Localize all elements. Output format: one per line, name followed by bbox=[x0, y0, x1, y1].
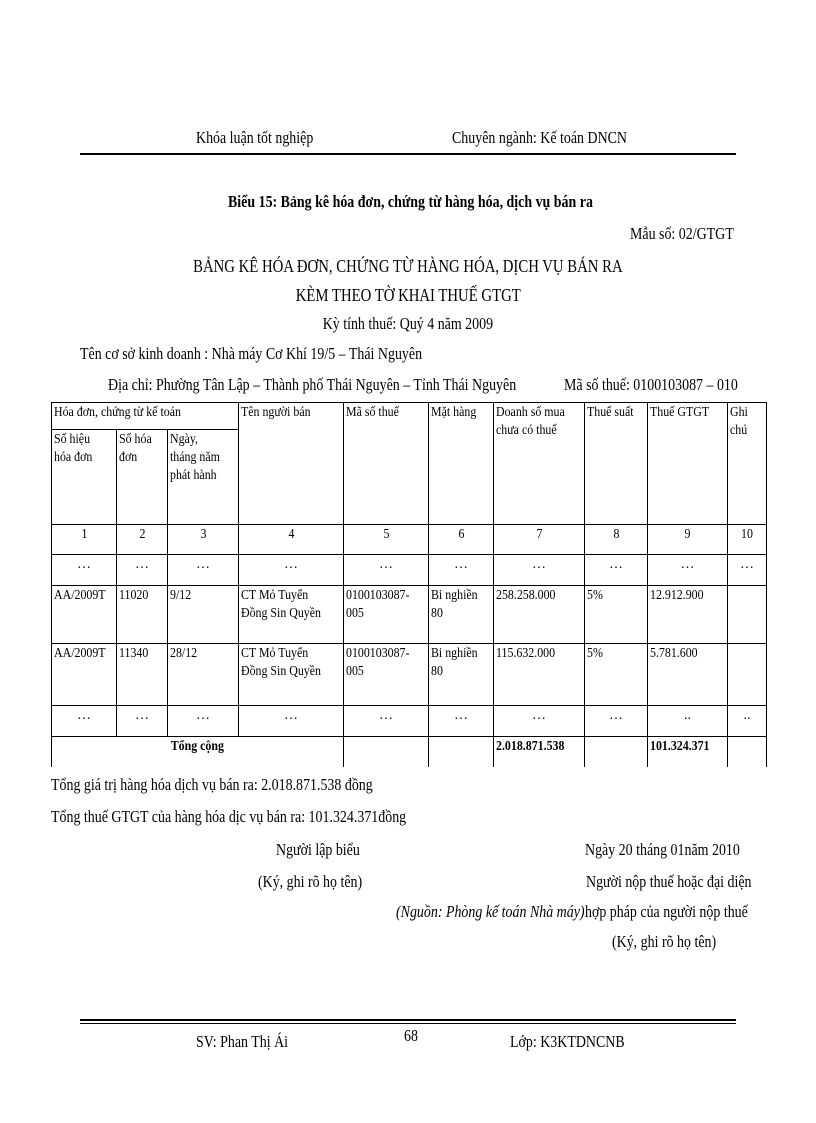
document-title-1: BẢNG KÊ HÓA ĐƠN, CHỨNG TỪ HÀNG HÓA, DỊCH VỤ BÁN RA bbox=[193, 256, 623, 276]
cell-tax-rate: 5% bbox=[585, 644, 648, 706]
ellipsis-cell: … bbox=[429, 555, 494, 586]
ellipsis-cell: … bbox=[117, 555, 168, 586]
cell-invoice-number: 11340 bbox=[117, 644, 168, 706]
ellipsis-cell: … bbox=[728, 555, 767, 586]
col-number: 3 bbox=[168, 525, 239, 555]
cell-seller: CT Mỏ Tuyển Đồng Sin Quyền bbox=[239, 644, 344, 706]
footer-student: SV: Phan Thị Ái bbox=[196, 1032, 289, 1051]
taxpayer-title-1: Người nộp thuế hoặc đại diện bbox=[586, 872, 752, 891]
cell-sales: 258.258.000 bbox=[494, 586, 585, 644]
col-number: 1 bbox=[52, 525, 117, 555]
summary-total-value: Tổng giá trị hàng hóa dịch vụ bán ra: 2.018.871.538 đồng bbox=[51, 775, 373, 794]
preparer-title: Người lập biểu bbox=[276, 840, 360, 859]
cell-seller: CT Mỏ Tuyển Đồng Sin Quyền bbox=[239, 586, 344, 644]
business-name: Tên cơ sở kinh doanh : Nhà máy Cơ Khí 19/5 – Thái Nguyên bbox=[80, 344, 423, 363]
summary-total-vat: Tổng thuế GTGT của hàng hóa dịc vụ bán ra: 101.324.371đồng bbox=[51, 807, 407, 826]
col-number: 9 bbox=[648, 525, 728, 555]
ellipsis-cell: .. bbox=[648, 706, 728, 737]
cell-invoice-series: AA/2009T bbox=[52, 644, 117, 706]
ellipsis-cell: … bbox=[494, 555, 585, 586]
taxpayer-title-2: hợp pháp của người nộp thuế bbox=[585, 902, 748, 921]
form-number: Mẫu số: 02/GTGT bbox=[630, 224, 734, 243]
header-note: Ghi chú bbox=[728, 403, 767, 525]
footer-class: Lớp: K3KTDNCNB bbox=[510, 1032, 625, 1051]
cell-sales: 115.632.000 bbox=[494, 644, 585, 706]
col-number: 5 bbox=[344, 525, 429, 555]
col-number: 7 bbox=[494, 525, 585, 555]
table-row bbox=[52, 644, 767, 706]
table-header-row-1 bbox=[52, 403, 767, 430]
column-number-row bbox=[52, 525, 767, 555]
tax-period: Kỳ tính thuế: Quý 4 năm 2009 bbox=[322, 314, 494, 333]
page-number: 68 bbox=[404, 1026, 418, 1045]
cell-goods: Bi nghiền 80 bbox=[429, 644, 494, 706]
total-empty bbox=[585, 737, 648, 767]
header-invoice-series: Số hiệu hóa đơn bbox=[52, 430, 117, 525]
total-empty bbox=[429, 737, 494, 767]
header-sales-before-tax: Doanh số mua chưa có thuế bbox=[494, 403, 585, 525]
cell-tax-code: 0100103087-005 bbox=[344, 586, 429, 644]
header-invoice-number: Số hóa đơn bbox=[117, 430, 168, 525]
cell-issue-date: 9/12 bbox=[168, 586, 239, 644]
cell-tax-rate: 5% bbox=[585, 586, 648, 644]
cell-note bbox=[728, 644, 767, 706]
ellipsis-cell: … bbox=[168, 555, 239, 586]
header-goods: Mặt hàng bbox=[429, 403, 494, 525]
sign-date: Ngày 20 tháng 01năm 2010 bbox=[585, 840, 740, 859]
ellipsis-cell: .. bbox=[728, 706, 767, 737]
ellipsis-cell: … bbox=[585, 706, 648, 737]
header-issue-date: Ngày, tháng năm phát hành bbox=[168, 430, 239, 525]
taxpayer-note: (Ký, ghi rõ họ tên) bbox=[612, 932, 717, 951]
header-tax-code: Mã số thuế bbox=[344, 403, 429, 525]
ellipsis-cell: … bbox=[52, 706, 117, 737]
ellipsis-cell: … bbox=[239, 706, 344, 737]
figure-title: Biểu 15: Bảng kê hóa đơn, chứng từ hàng hóa, dịch vụ bán ra bbox=[228, 192, 593, 211]
col-number: 2 bbox=[117, 525, 168, 555]
business-tax-code: Mã số thuế: 0100103087 – 010 bbox=[564, 375, 738, 394]
cell-invoice-series: AA/2009T bbox=[52, 586, 117, 644]
cell-invoice-number: 11020 bbox=[117, 586, 168, 644]
header-tax-rate: Thuế suất bbox=[585, 403, 648, 525]
header-left: Khóa luận tốt nghiệp bbox=[196, 128, 314, 147]
ellipsis-cell: … bbox=[117, 706, 168, 737]
ellipsis-row bbox=[52, 706, 767, 737]
ellipsis-cell: … bbox=[52, 555, 117, 586]
total-empty bbox=[344, 737, 429, 767]
preparer-note: (Ký, ghi rõ họ tên) bbox=[258, 872, 363, 891]
ellipsis-cell: … bbox=[239, 555, 344, 586]
total-empty bbox=[728, 737, 767, 767]
cell-vat: 5.781.600 bbox=[648, 644, 728, 706]
cell-note bbox=[728, 586, 767, 644]
cell-tax-code: 0100103087-005 bbox=[344, 644, 429, 706]
business-address: Địa chỉ: Phường Tân Lập – Thành phố Thái Nguyên – Tỉnh Thái Nguyên bbox=[108, 375, 517, 394]
footer-rule-top bbox=[80, 1019, 736, 1021]
ellipsis-cell: … bbox=[648, 555, 728, 586]
footer-rule-bottom bbox=[80, 1023, 736, 1024]
ellipsis-cell: … bbox=[344, 706, 429, 737]
header-right: Chuyên ngành: Kế toán DNCN bbox=[452, 128, 628, 147]
cell-goods: Bi nghiền 80 bbox=[429, 586, 494, 644]
total-label: Tổng cộng bbox=[52, 737, 344, 767]
col-number: 8 bbox=[585, 525, 648, 555]
ellipsis-cell: … bbox=[168, 706, 239, 737]
document-title-2: KÈM THEO TỜ KHAI THUẾ GTGT bbox=[295, 285, 521, 305]
ellipsis-cell: … bbox=[429, 706, 494, 737]
table-row bbox=[52, 586, 767, 644]
header-vat: Thuế GTGT bbox=[648, 403, 728, 525]
ellipsis-cell: … bbox=[344, 555, 429, 586]
group-header-cell: Hóa đơn, chứng từ kế toán bbox=[52, 403, 239, 430]
col-number: 4 bbox=[239, 525, 344, 555]
total-sales: 2.018.871.538 bbox=[494, 737, 585, 767]
cell-issue-date: 28/12 bbox=[168, 644, 239, 706]
invoice-table bbox=[51, 402, 767, 767]
cell-vat: 12.912.900 bbox=[648, 586, 728, 644]
ellipsis-cell: … bbox=[585, 555, 648, 586]
total-vat: 101.324.371 bbox=[648, 737, 728, 767]
total-row bbox=[52, 737, 767, 767]
ellipsis-cell: … bbox=[494, 706, 585, 737]
header-rule bbox=[80, 153, 736, 155]
header-seller: Tên người bán bbox=[239, 403, 344, 525]
col-number: 10 bbox=[728, 525, 767, 555]
ellipsis-row bbox=[52, 555, 767, 586]
source-note: (Nguồn: Phòng kế toán Nhà máy) bbox=[396, 902, 585, 921]
col-number: 6 bbox=[429, 525, 494, 555]
